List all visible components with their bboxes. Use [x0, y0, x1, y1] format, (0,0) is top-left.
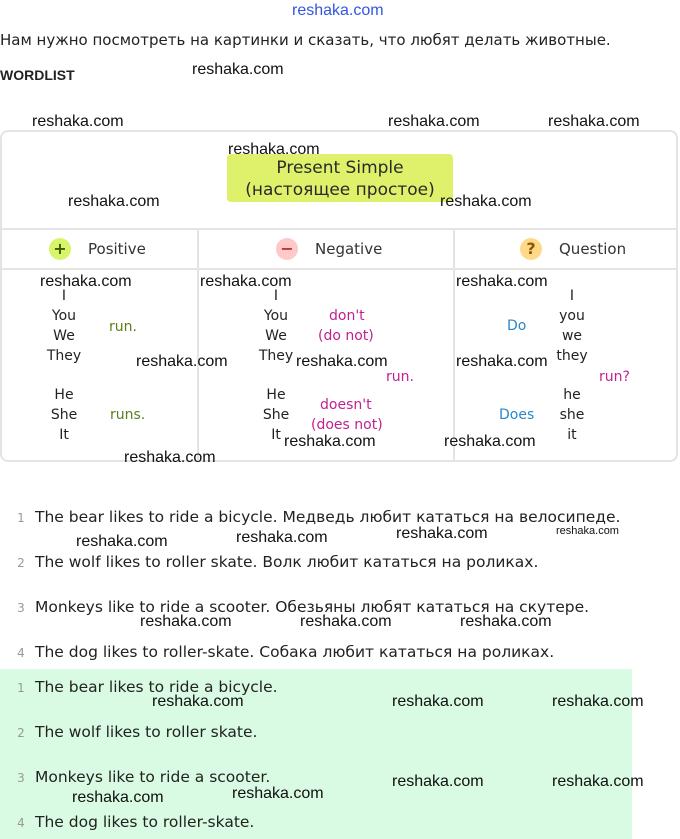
- aux-does: Does: [499, 407, 535, 423]
- answer-item: Monkeys like to ride a scooter.: [35, 768, 271, 786]
- pronoun: I: [569, 288, 575, 304]
- watermark: reshaka.com: [200, 273, 292, 290]
- pronoun: We: [265, 328, 287, 344]
- list-number: 1: [17, 511, 25, 525]
- verb-run: run.: [386, 369, 414, 385]
- watermark: reshaka.com: [124, 449, 216, 466]
- answer-item: The bear likes to ride a bicycle.: [35, 678, 278, 696]
- aux-doesnt: doesn't: [320, 397, 372, 413]
- table-title: Present Simple: [276, 158, 404, 178]
- watermark: reshaka.com: [388, 113, 480, 130]
- aux-dont: don't: [329, 308, 365, 324]
- list-number: 4: [17, 646, 25, 660]
- aux-do-not: (do not): [318, 328, 374, 344]
- watermark: reshaka.com: [552, 773, 644, 790]
- pronoun: They: [258, 348, 294, 364]
- column-header-negative: Negative: [315, 240, 383, 258]
- watermark: reshaka.com: [40, 273, 132, 290]
- pronoun: You: [263, 308, 289, 324]
- pronoun: we: [561, 328, 583, 344]
- list-number: 2: [17, 556, 25, 570]
- translation-item: Monkeys like to ride a scooter. Обезьяны любят кататься на скутере.: [35, 598, 590, 616]
- pronoun: It: [59, 427, 69, 443]
- watermark: reshaka.com: [396, 525, 488, 542]
- watermark: reshaka.com: [300, 613, 392, 630]
- watermark: reshaka.com: [392, 693, 484, 710]
- list-number: 4: [17, 816, 25, 830]
- pronoun: She: [50, 407, 78, 423]
- column-divider: [197, 230, 199, 462]
- pronoun: We: [53, 328, 75, 344]
- pronoun: they: [556, 348, 588, 364]
- question-icon: ?: [520, 238, 542, 260]
- watermark: reshaka.com: [68, 193, 160, 210]
- watermark: reshaka.com: [72, 789, 164, 806]
- pronoun: she: [559, 407, 585, 423]
- list-number: 1: [17, 681, 25, 695]
- pronoun: He: [54, 387, 74, 403]
- watermark: reshaka.com: [32, 113, 124, 130]
- translation-item: The dog likes to roller-skate. Собака любит кататься на роликах.: [35, 643, 555, 661]
- watermark: reshaka.com: [136, 353, 228, 370]
- pronoun: I: [273, 288, 279, 304]
- pronoun: it: [567, 427, 577, 443]
- pronoun: He: [266, 387, 286, 403]
- pronoun: you: [559, 308, 585, 324]
- verb-run: run.: [109, 319, 137, 335]
- list-number: 3: [17, 601, 25, 615]
- pronoun: She: [262, 407, 290, 423]
- plus-icon: +: [49, 238, 71, 260]
- watermark: reshaka.com: [76, 533, 168, 550]
- table-subtitle: (настоящее простое): [245, 180, 435, 200]
- column-header-question: Question: [559, 240, 627, 258]
- pronoun: It: [271, 427, 281, 443]
- watermark: reshaka.com: [552, 693, 644, 710]
- list-number: 3: [17, 771, 25, 785]
- pronoun: he: [563, 387, 581, 403]
- pronoun: You: [51, 308, 77, 324]
- pronoun: They: [46, 348, 82, 364]
- column-header-positive: Positive: [88, 240, 146, 258]
- watermark: reshaka.com: [192, 61, 284, 78]
- table-divider: [2, 268, 678, 270]
- column-divider: [453, 230, 455, 462]
- watermark: reshaka.com: [456, 273, 548, 290]
- watermark: reshaka.com: [232, 785, 324, 802]
- aux-does-not: (does not): [311, 417, 383, 433]
- watermark-top: reshaka.com: [292, 2, 384, 19]
- table-divider: [2, 228, 678, 230]
- minus-icon: −: [276, 238, 298, 260]
- watermark: reshaka.com: [140, 613, 232, 630]
- wordlist-heading: WORDLIST: [0, 67, 75, 83]
- verb-runs: runs.: [110, 407, 146, 423]
- answer-item: The wolf likes to roller skate.: [35, 723, 258, 741]
- translation-item: The bear likes to ride a bicycle. Медведь любит кататься на велосипеде.: [35, 508, 621, 526]
- watermark: reshaka.com: [548, 113, 640, 130]
- intro-text: Нам нужно посмотреть на картинки и сказать, что любят делать животные.: [0, 31, 611, 49]
- translation-item: The wolf likes to roller skate. Волк любит кататься на роликах.: [35, 553, 539, 571]
- watermark: reshaka.com: [284, 433, 376, 450]
- pronoun: I: [61, 288, 67, 304]
- watermark: reshaka.com: [556, 525, 619, 537]
- watermark: reshaka.com: [392, 773, 484, 790]
- answer-item: The dog likes to roller-skate.: [35, 813, 255, 831]
- watermark: reshaka.com: [456, 353, 548, 370]
- list-number: 2: [17, 726, 25, 740]
- watermark: reshaka.com: [236, 529, 328, 546]
- watermark: reshaka.com: [152, 693, 244, 710]
- aux-do: Do: [507, 318, 527, 334]
- watermark: reshaka.com: [296, 353, 388, 370]
- watermark: reshaka.com: [460, 613, 552, 630]
- verb-run-question: run?: [599, 369, 630, 385]
- watermark: reshaka.com: [440, 193, 532, 210]
- watermark: reshaka.com: [444, 433, 536, 450]
- watermark: reshaka.com: [228, 141, 320, 158]
